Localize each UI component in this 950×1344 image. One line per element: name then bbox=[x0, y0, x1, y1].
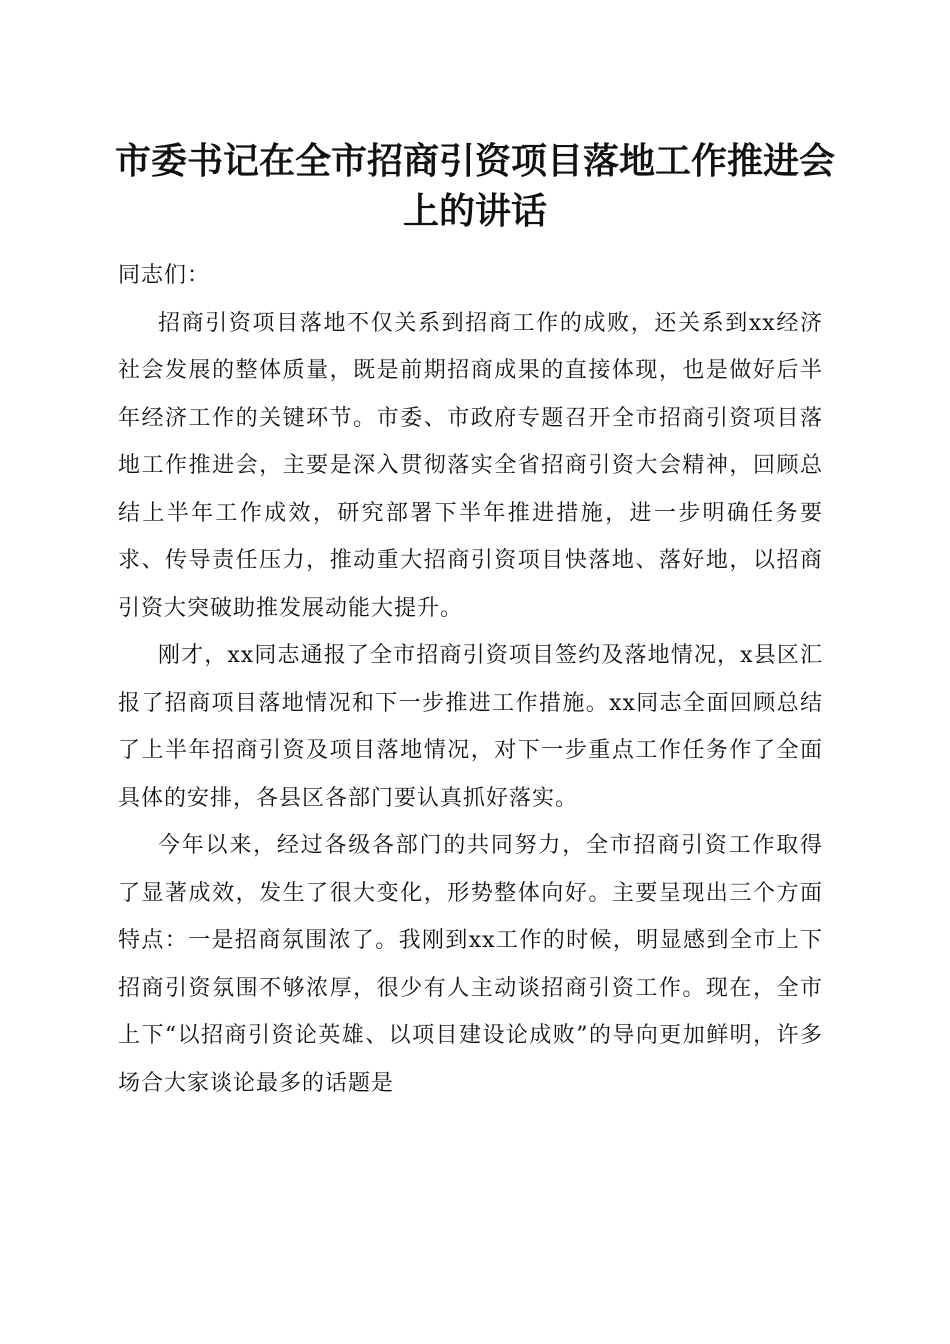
paragraph-2: 刚才，xx同志通报了全市招商引资项目签约及落地情况，x县区汇报了招商项目落地情况和下一步推进工作措施。xx同志全面回顾总结了上半年招商引资及项目落地情况，对下一步重点工作任务作了全面具体的安排，各县区各部门要认真抓好落实。 bbox=[118, 643, 823, 811]
paragraph-1: 招商引资项目落地不仅关系到招商工作的成败，还关系到xx经济社会发展的整体质量，既是前期招商成果的直接体现，也是做好后半年经济工作的关键环节。市委、市政府专题召开全市招商引资项目落地工作推进会，主要是深入贯彻落实全省招商引资大会精神，回顾总结上半年工作成效，研究部署下半年推进措施，进一步明确任务要求、传导责任压力，推动重大招商引资项目快落地、落好地，以招商引资大突破助推发展动能大提升。 bbox=[118, 310, 823, 621]
document-body bbox=[118, 252, 823, 1107]
paragraph-3: 今年以来，经过各级各部门的共同努力，全市招商引资工作取得了显著成效，发生了很大变化，形势整体向好。主要呈现出三个方面特点：一是招商氛围浓了。我刚到xx工作的时候，明显感到全市上下招商引资氛围不够浓厚，很少有人主动谈招商引资工作。现在，全市上下“以招商引资论英雄、以项目建设论成败”的导向更加鲜明，许多场合大家谈论最多的话题是 bbox=[118, 833, 823, 1096]
title-line-2: 上的讲话 bbox=[402, 190, 547, 232]
title-line-1: 市委书记在全市招商引资项目落地工作推进会 bbox=[114, 140, 835, 182]
salutation: 同志们： bbox=[118, 263, 211, 288]
document-title bbox=[110, 136, 840, 236]
